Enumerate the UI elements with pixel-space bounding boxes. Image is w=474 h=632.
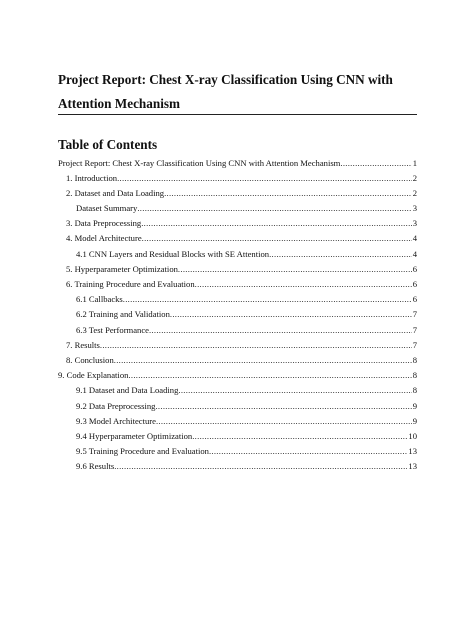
- toc-entry[interactable]: [66, 338, 417, 353]
- toc-entry[interactable]: [58, 156, 417, 171]
- toc-entry[interactable]: [66, 186, 417, 201]
- toc-entry-page-number: 9: [412, 415, 417, 426]
- toc-entry-page-number: 7: [412, 324, 417, 335]
- toc-entry-label: 6.3 Test Performance: [76, 324, 149, 335]
- toc-entry[interactable]: [66, 171, 417, 186]
- toc-dot-leader: [170, 307, 412, 322]
- toc-heading: Table of Contents: [58, 137, 158, 152]
- toc-entry[interactable]: [66, 353, 417, 368]
- toc-entry[interactable]: [66, 277, 417, 292]
- toc-entry-page-number: 4: [412, 248, 417, 259]
- toc-entry-label: 9.1 Dataset and Data Loading: [76, 385, 179, 396]
- toc-entry-label: 6.1 Callbacks: [76, 294, 123, 305]
- toc-entry[interactable]: [76, 307, 417, 322]
- toc-entry[interactable]: [76, 201, 417, 216]
- toc-entry-label: 4. Model Architecture: [66, 233, 142, 244]
- toc-entry[interactable]: [76, 383, 417, 398]
- toc-dot-leader: [209, 444, 407, 459]
- toc-entry-page-number: 6: [412, 263, 417, 274]
- toc-dot-leader: [123, 292, 412, 307]
- toc-entry-page-number: 7: [412, 309, 417, 320]
- toc-entry-label: 9.5 Training Procedure and Evaluation: [76, 446, 209, 457]
- toc-dot-leader: [156, 414, 412, 429]
- toc-entry[interactable]: [66, 262, 417, 277]
- toc-entry-page-number: 8: [412, 385, 417, 396]
- toc-dot-leader: [178, 383, 411, 398]
- toc-entry-page-number: 6: [412, 294, 417, 305]
- toc-dot-leader: [195, 277, 412, 292]
- toc-entry-label: 4.1 CNN Layers and Residual Blocks with SE Attention: [76, 248, 270, 259]
- toc-entry-label: 7. Results: [66, 339, 100, 350]
- toc-entry-label: Dataset Summary: [76, 203, 138, 214]
- toc-dot-leader: [141, 216, 412, 231]
- toc-entry-label: 6. Training Procedure and Evaluation: [66, 279, 195, 289]
- toc-entry-label: Project Report: Chest X-ray Classification Using CNN with Attention Mechanism: [58, 157, 341, 168]
- toc-entry-page-number: 2: [412, 187, 417, 198]
- toc-dot-leader: [192, 429, 407, 444]
- toc-entry-page-number: 3: [412, 203, 417, 214]
- toc-entry-page-number: 8: [412, 354, 417, 365]
- toc-entry[interactable]: [76, 459, 417, 474]
- toc-dot-leader: [137, 201, 411, 216]
- toc-dot-leader: [155, 399, 411, 414]
- toc-dot-leader: [114, 353, 412, 368]
- toc-entry-page-number: 10: [408, 430, 417, 441]
- toc-entry[interactable]: [76, 414, 417, 429]
- toc-entry-label: 5. Hyperparameter Optimization: [66, 263, 178, 274]
- toc-entry-label: 9.2 Data Preprocessing: [76, 400, 156, 411]
- toc-entry-page-number: 3: [412, 218, 417, 229]
- toc-entry-page-number: 4: [412, 233, 417, 244]
- toc-dot-leader: [340, 156, 411, 171]
- toc-dot-leader: [100, 338, 412, 353]
- toc-dot-leader: [269, 247, 412, 262]
- toc-entry-label: 9.3 Model Architecture: [76, 415, 156, 426]
- toc-entry[interactable]: [76, 444, 417, 459]
- toc-entry[interactable]: [76, 247, 417, 262]
- toc-dot-leader: [114, 459, 407, 474]
- toc-entry-page-number: 6: [412, 279, 417, 289]
- toc-entry-label: 9.4 Hyperparameter Optimization: [76, 430, 193, 441]
- toc-entry-label: 6.2 Training and Validation: [76, 309, 170, 320]
- toc-entry-label: 2. Dataset and Data Loading: [66, 187, 165, 198]
- toc-entry[interactable]: [76, 323, 417, 338]
- toc-entry-page-number: 2: [412, 172, 417, 183]
- toc-entry[interactable]: [76, 399, 417, 414]
- document-title: Project Report: Chest X-ray Classification Using CNN with Attention Mechanism: [58, 72, 393, 111]
- toc-entry-page-number: 9: [412, 400, 417, 411]
- toc-entry-page-number: 13: [408, 461, 417, 472]
- toc-entry-page-number: 7: [412, 339, 417, 350]
- toc-entry-label: 3. Data Preprocessing: [66, 218, 142, 229]
- toc-entry[interactable]: [66, 216, 417, 231]
- toc-entry-label: 8. Conclusion: [66, 354, 114, 365]
- toc-entry-page-number: 13: [408, 446, 417, 457]
- table-of-contents: [0, 156, 474, 475]
- toc-dot-leader: [178, 262, 412, 277]
- toc-entry-label: 9. Code Explanation: [58, 370, 129, 381]
- title-divider: [58, 114, 417, 115]
- toc-dot-leader: [128, 368, 411, 383]
- toc-dot-leader: [142, 231, 412, 246]
- toc-entry-page-number: 1: [412, 157, 417, 168]
- toc-entry[interactable]: [66, 231, 417, 246]
- toc-dot-leader: [117, 171, 412, 186]
- toc-entry[interactable]: [76, 292, 417, 307]
- toc-dot-leader: [164, 186, 412, 201]
- toc-entry-label: 9.6 Results: [76, 461, 115, 472]
- toc-dot-leader: [149, 323, 412, 338]
- toc-entry-page-number: 8: [412, 370, 417, 381]
- toc-entry-label: 1. Introduction: [66, 172, 118, 183]
- toc-entry[interactable]: [76, 429, 417, 444]
- toc-entry[interactable]: [58, 368, 417, 383]
